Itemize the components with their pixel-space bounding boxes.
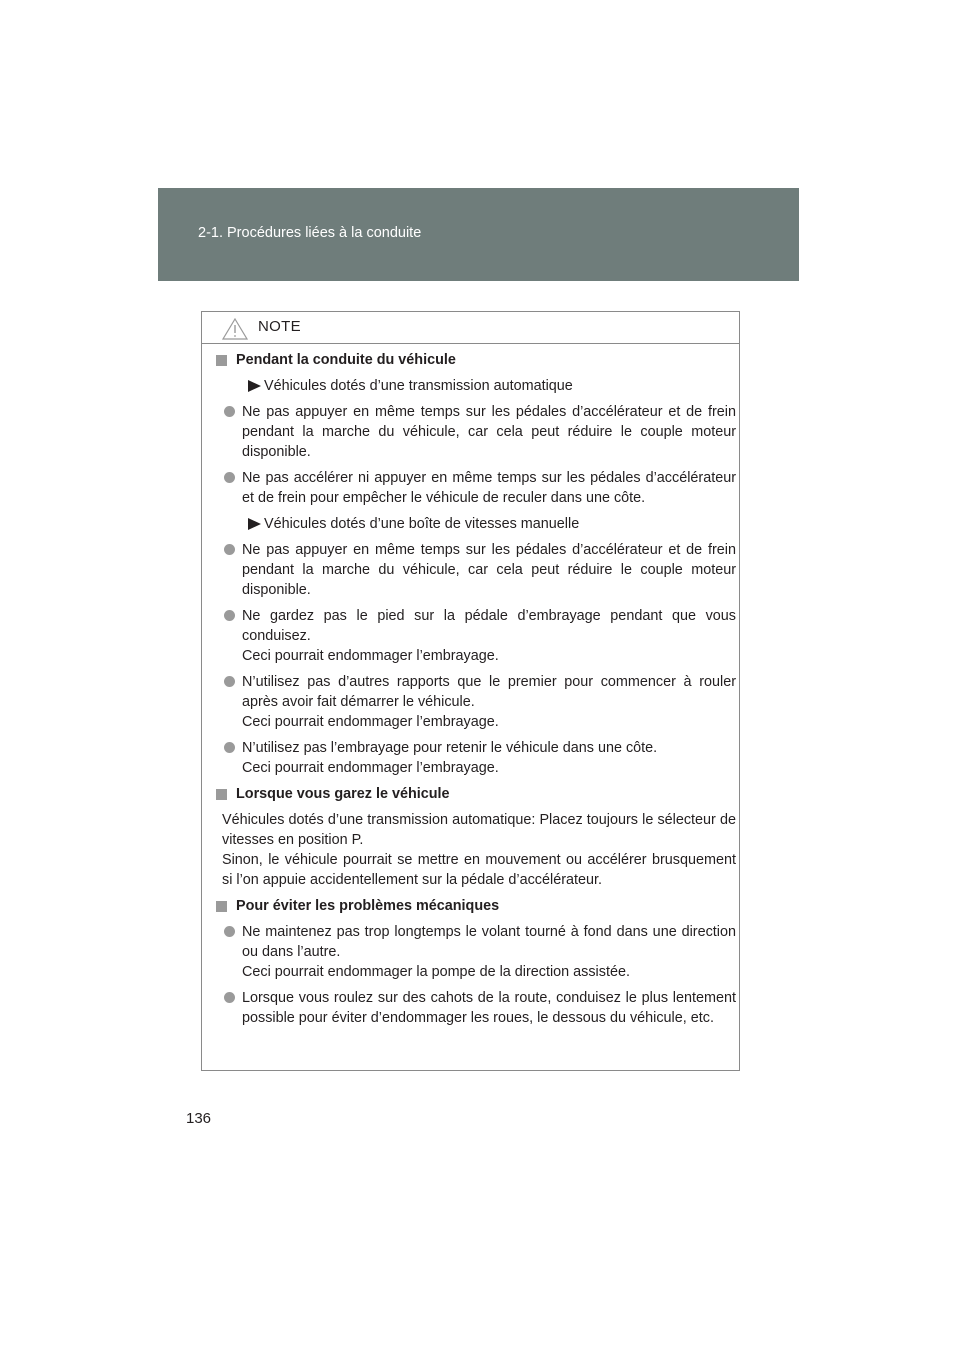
list-item: Ne gardez pas le pied sur la pédale d’embrayage pendant que vous conduisez. Ceci pourrait endommager l’embrayage. [216,606,736,666]
round-bullet-icon [224,742,235,753]
square-bullet-icon [216,355,227,366]
round-bullet-icon [224,926,235,937]
triangle-arrow-icon [248,518,261,530]
warning-icon [222,318,248,340]
section-heading: Pour éviter les problèmes mécaniques [216,896,736,916]
vehicle-type-label: Véhicules dotés d’une boîte de vitesses manuelle [216,514,736,534]
round-bullet-icon [224,676,235,687]
list-item: Ne maintenez pas trop longtemps le volant tourné à fond dans une direction ou dans l’autre. Ceci pourrait endommager la pompe de la direction assistée. [216,922,736,982]
paragraph: Véhicules dotés d’une transmission automatique: Placez toujours le sélecteur de vitesses en position P. Sinon, le véhicule pourrait se mettre en mouvement ou accélérer brusquement si l’on appuie accidentellement sur la pédale d’accélérateur. [222,812,736,888]
section-header-band [158,188,799,281]
note-label: NOTE [258,318,301,335]
round-bullet-icon [224,406,235,417]
square-bullet-icon [216,789,227,800]
list-item: Lorsque vous roulez sur des cahots de la route, conduisez le plus lentement possible pour éviter d’endommager les roues, le dessous du véhicule, etc. [216,988,736,1028]
round-bullet-icon [224,610,235,621]
list-item: N’utilisez pas l’embrayage pour retenir le véhicule dans une côte. Ceci pourrait endommager l’embrayage. [216,738,736,778]
section-heading: Pendant la conduite du véhicule [216,350,736,370]
note-header [202,312,739,344]
round-bullet-icon [224,472,235,483]
page-number: 136 [186,1110,212,1127]
list-item: N’utilisez pas d’autres rapports que le premier pour commencer à rouler après avoir fait démarrer le véhicule. Ceci pourrait endommager l’embrayage. [216,672,736,732]
note-box [201,311,740,1071]
note-body [216,350,736,1034]
list-item: Ne pas appuyer en même temps sur les pédales d’accélérateur et de frein pendant la marche du véhicule, car cela peut réduire le couple moteur disponible. [216,402,736,462]
section-heading: Lorsque vous garez le véhicule [216,784,736,804]
vehicle-type-label: Véhicules dotés d’une transmission automatique [216,376,736,396]
triangle-arrow-icon [248,380,261,392]
list-item: Ne pas accélérer ni appuyer en même temps sur les pédales d’accélérateur et de frein pour empêcher le véhicule de reculer dans une côte. [216,468,736,508]
section-title: 2-1. Procédures liées à la conduite [198,225,422,241]
list-item: Ne pas appuyer en même temps sur les pédales d’accélérateur et de frein pendant la marche du véhicule, car cela peut réduire le couple moteur disponible. [216,540,736,600]
square-bullet-icon [216,901,227,912]
round-bullet-icon [224,544,235,555]
round-bullet-icon [224,992,235,1003]
